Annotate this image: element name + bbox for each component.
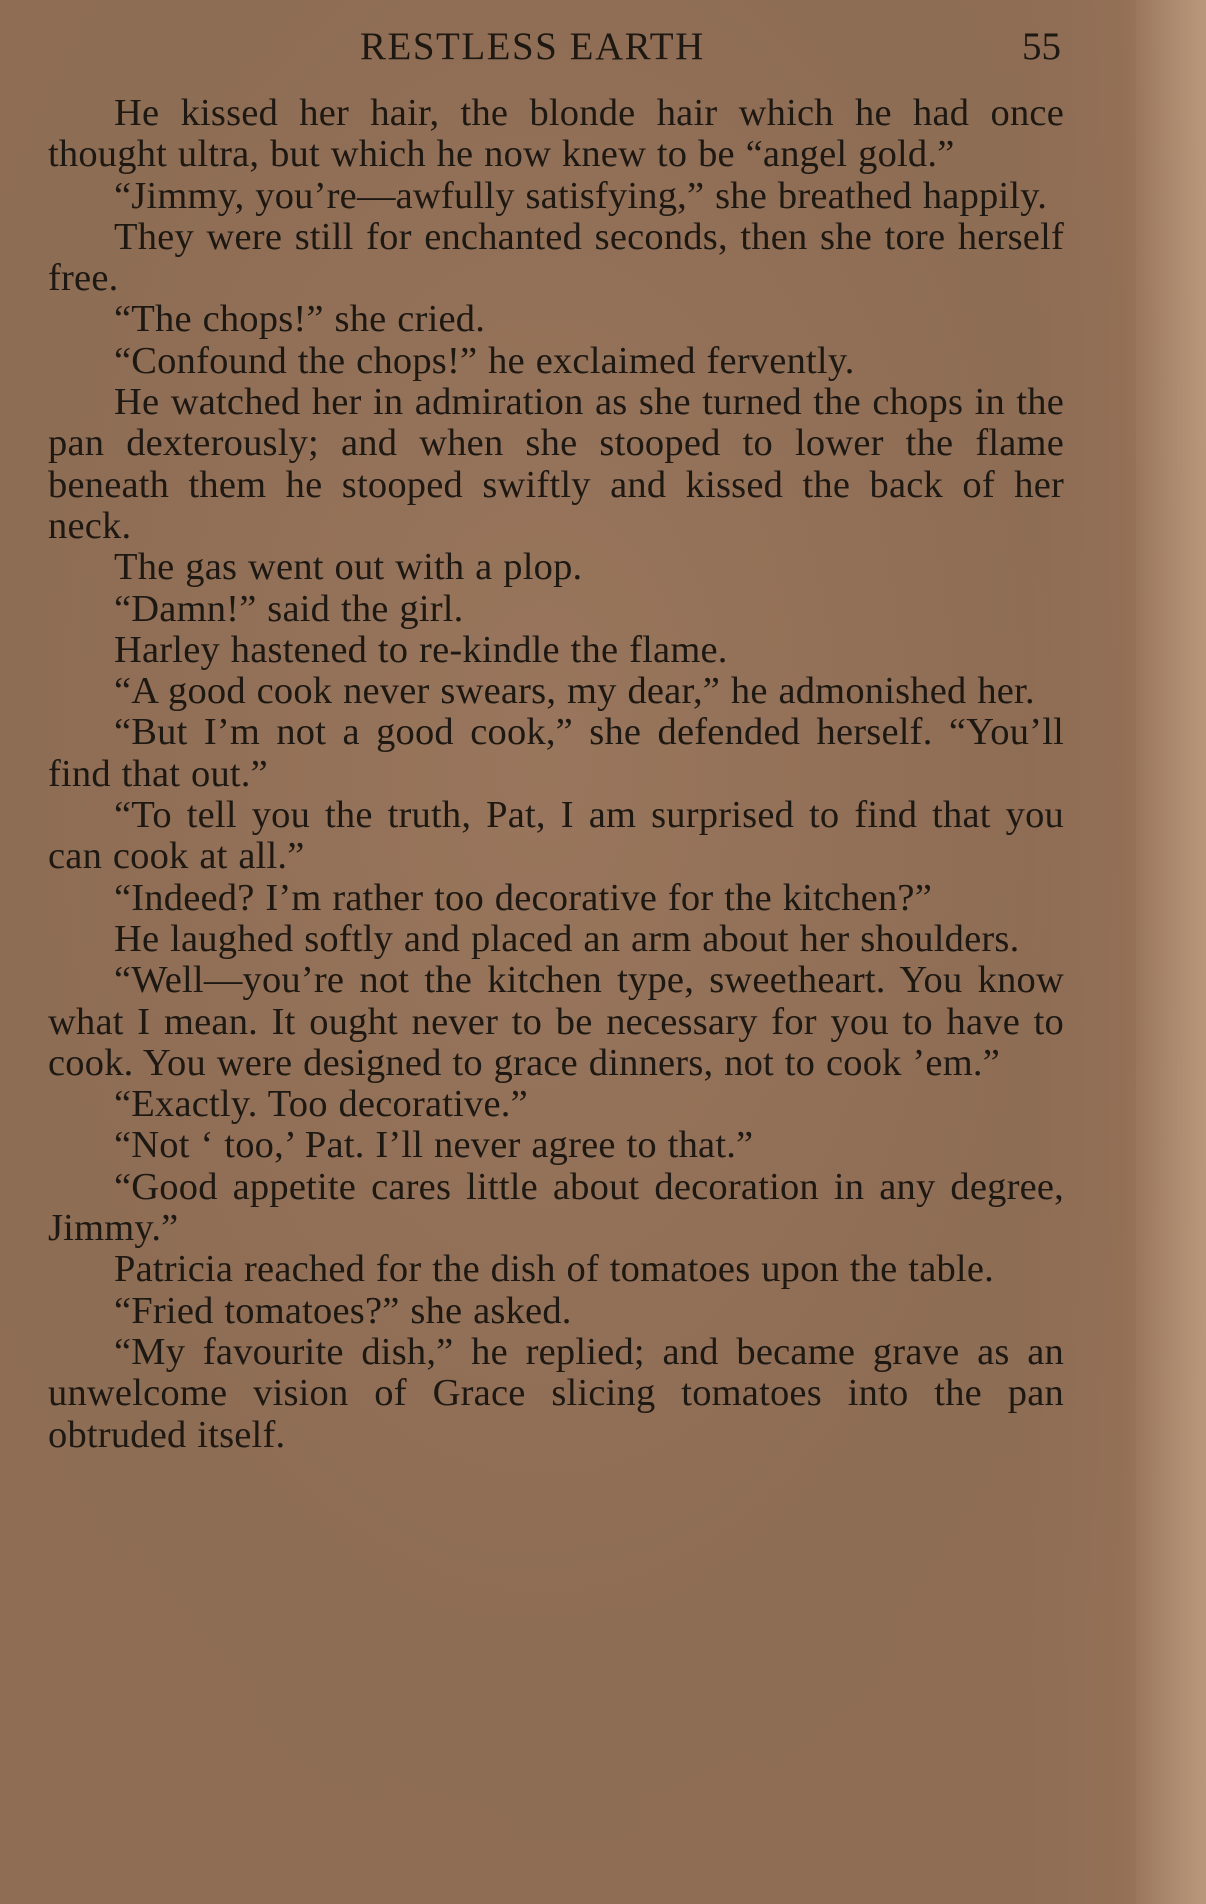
paragraph: “The chops!” she cried. [114,298,486,341]
paragraph: “Jimmy, you’re—awfully satisfying,” she breathed happily. [114,174,1048,217]
paragraph: “But I’m not a good cook,” she defended herself. “You’ll find that out.” [48,711,1064,795]
paragraph: “Exactly. Too decorative.” [114,1083,528,1126]
paragraph: “Indeed? I’m rather too decorative for the kitchen?” [114,876,932,919]
paragraph: “Well—you’re not the kitchen type, sweetheart. You know what I mean. It ought never to be necessary for you to have to cook. You were designed to grace dinners, not to cook ’em.” [48,959,1064,1084]
paragraph: They were still for enchanted seconds, then she tore herself free. [48,215,1064,300]
page-number: 55 [1022,25,1061,68]
paragraph: He kissed her hair, the blonde hair which he had once thought ultra, but which he now knew to be “angel gold.” [48,92,1064,176]
running-head-title: RESTLESS EARTH [360,25,705,68]
paragraph: “My favourite dish,” he replied; and became grave as an unwelcome vision of Grace slicing tomatoes into the pan obtruded itself. [48,1330,1064,1456]
paragraph: “Fried tomatoes?” she asked. [114,1289,572,1332]
paragraph: “A good cook never swears, my dear,” he admonished her. [114,670,1035,713]
paragraph: “To tell you the truth, Pat, I am surprised to find that you can cook at all.” [48,794,1064,878]
paragraph: Patricia reached for the dish of tomatoes upon the table. [114,1248,994,1291]
paragraph: The gas went out with a plop. [114,546,583,589]
body-text [48,93,1064,1456]
paragraph: “Good appetite cares little about decoration in any degree, Jimmy.” [48,1165,1064,1250]
paragraph: “Damn!” said the girl. [114,587,464,630]
paragraph: “Confound the chops!” he exclaimed fervently. [114,339,855,382]
paragraph: Harley hastened to re-kindle the flame. [114,628,728,671]
paragraph: He watched her in admiration as she turned the chops in the pan dexterously; and when she stooped to lower the flame beneath them he stooped swiftly and kissed the back of her neck. [48,381,1064,547]
paragraph: He laughed softly and placed an arm about her shoulders. [114,917,1020,960]
paragraph: “Not ‘ too,’ Pat. I’ll never agree to that.” [114,1124,754,1167]
